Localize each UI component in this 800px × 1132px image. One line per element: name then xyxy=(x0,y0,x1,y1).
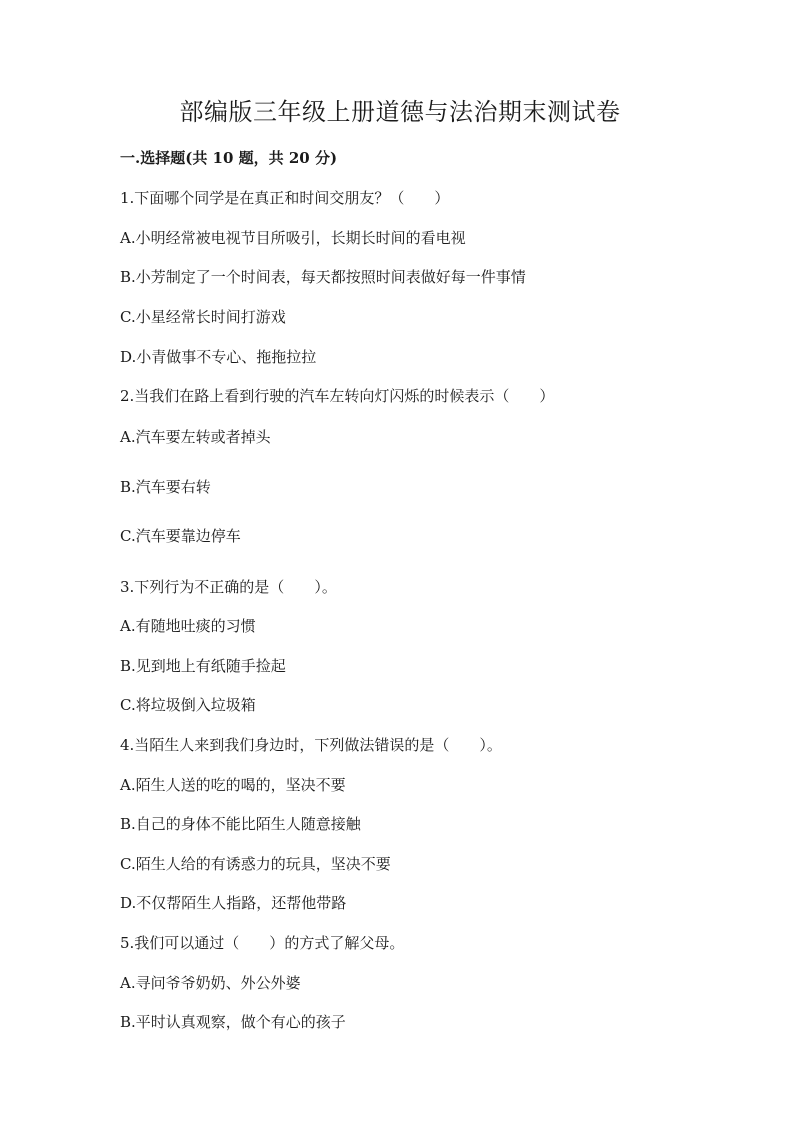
document-title: 部编版三年级上册道德与法治期末测试卷 xyxy=(179,98,621,126)
question-3-option-a: A.有随地吐痰的习惯 xyxy=(120,617,256,635)
question-4-option-c: C.陌生人给的有诱惑力的玩具，坚决不要 xyxy=(120,855,391,873)
question-1-option-b: B.小芳制定了一个时间表，每天都按照时间表做好每一件事情 xyxy=(120,268,526,286)
question-3-option-b: B.见到地上有纸随手捡起 xyxy=(120,657,286,675)
question-1-option-a: A.小明经常被电视节目所吸引，长期长时间的看电视 xyxy=(120,229,466,247)
question-3-stem: 3.下列行为不正确的是（ ）。 xyxy=(120,578,337,596)
question-5-option-a: A.寻问爷爷奶奶、外公外婆 xyxy=(120,974,301,992)
question-1-option-d: D.小青做事不专心、拖拖拉拉 xyxy=(120,348,317,366)
question-2-option-a: A.汽车要左转或者掉头 xyxy=(120,428,271,446)
question-5-stem: 5.我们可以通过（ ）的方式了解父母。 xyxy=(120,934,405,952)
question-4-option-b: B.自己的身体不能比陌生人随意接触 xyxy=(120,815,361,833)
question-2-option-c: C.汽车要靠边停车 xyxy=(120,527,241,545)
question-1-stem: 1.下面哪个同学是在真正和时间交朋友？（ ） xyxy=(120,189,450,207)
question-5-option-b: B.平时认真观察，做个有心的孩子 xyxy=(120,1013,346,1031)
question-2-stem: 2.当我们在路上看到行驶的汽车左转向灯闪烁的时候表示（ ） xyxy=(120,387,555,405)
question-3-option-c: C.将垃圾倒入垃圾箱 xyxy=(120,696,256,714)
question-4-option-d: D.不仅帮陌生人指路，还帮他带路 xyxy=(120,894,347,912)
question-2-option-b: B.汽车要右转 xyxy=(120,478,211,496)
question-4-option-a: A.陌生人送的吃的喝的，坚决不要 xyxy=(120,776,346,794)
question-1-option-c: C.小星经常长时间打游戏 xyxy=(120,308,286,326)
question-4-stem: 4.当陌生人来到我们身边时，下列做法错误的是（ ）。 xyxy=(120,736,502,754)
section-heading: 一.选择题(共 10 题，共 20 分) xyxy=(120,149,338,167)
